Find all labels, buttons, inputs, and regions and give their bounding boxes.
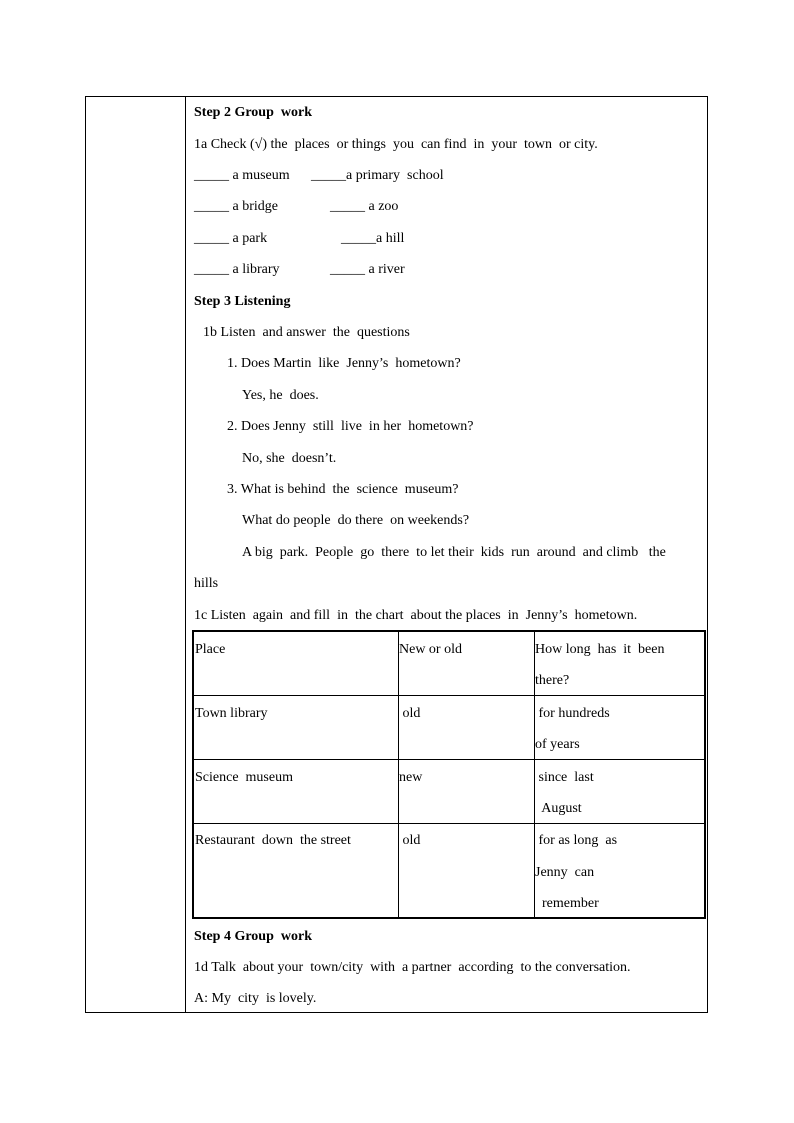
step2-heading: Step 2 Group work bbox=[194, 105, 312, 120]
row2-duration-1: since last bbox=[535, 770, 594, 785]
question-1: 1. Does Martin like Jenny’s hometown? bbox=[227, 356, 461, 371]
question-3: 3. What is behind the science museum? bbox=[227, 482, 459, 497]
row2-place: Science museum bbox=[195, 770, 293, 785]
header-new-or-old: New or old bbox=[399, 642, 462, 657]
step4-heading: Step 4 Group work bbox=[194, 929, 312, 944]
question-3b: What do people do there on weekends? bbox=[242, 513, 470, 528]
chart-row-divider-3 bbox=[194, 823, 704, 824]
answer-3-line2: hills bbox=[194, 576, 219, 591]
step2-instruction: 1a Check (√) the places or things you can find in your town or city. bbox=[194, 137, 598, 152]
row1-place: Town library bbox=[195, 706, 268, 721]
step4-instruction: 1d Talk about your town/city with a partner according to the conversation. bbox=[194, 960, 631, 975]
answer-1: Yes, he does. bbox=[242, 388, 319, 403]
item-museum: _____ a museum bbox=[194, 168, 290, 183]
item-primary-school: _____a primary school bbox=[311, 168, 444, 183]
row1-duration-1: for hundreds bbox=[535, 706, 610, 721]
row3-age: old bbox=[399, 833, 421, 848]
item-library: _____ a library bbox=[194, 262, 280, 277]
answer-2: No, she doesn’t. bbox=[242, 451, 337, 466]
question-2: 2. Does Jenny still live in her hometown? bbox=[227, 419, 474, 434]
header-how-long: How long has it been bbox=[535, 642, 665, 657]
row2-age: new bbox=[399, 770, 423, 785]
step4-example: A: My city is lovely. bbox=[194, 991, 317, 1006]
item-river: _____ a river bbox=[330, 262, 405, 277]
item-hill: _____a hill bbox=[341, 231, 405, 246]
left-column bbox=[86, 97, 186, 1012]
places-chart bbox=[192, 630, 706, 919]
row2-duration-2: August bbox=[535, 801, 582, 816]
item-park: _____ a park bbox=[194, 231, 268, 246]
chart-row-divider-1 bbox=[194, 695, 704, 696]
header-how-long-2: there? bbox=[535, 673, 570, 688]
step3-heading: Step 3 Listening bbox=[194, 294, 291, 309]
row3-duration-2: Jenny can bbox=[535, 865, 595, 880]
answer-3-line1: A big park. People go there to let their kids run around and climb the bbox=[242, 545, 666, 560]
item-bridge: _____ a bridge bbox=[194, 199, 278, 214]
item-zoo: _____ a zoo bbox=[330, 199, 399, 214]
instruction-1c: 1c Listen again and fill in the chart about the places in Jenny’s hometown. bbox=[194, 608, 638, 623]
step3-instruction: 1b Listen and answer the questions bbox=[203, 325, 410, 340]
row3-place: Restaurant down the street bbox=[195, 833, 351, 848]
row1-age: old bbox=[399, 706, 421, 721]
row1-duration-2: of years bbox=[535, 737, 580, 752]
row3-duration-3: remember bbox=[535, 896, 599, 911]
header-place: Place bbox=[195, 642, 226, 657]
row3-duration-1: for as long as bbox=[535, 833, 618, 848]
chart-row-divider-2 bbox=[194, 759, 704, 760]
